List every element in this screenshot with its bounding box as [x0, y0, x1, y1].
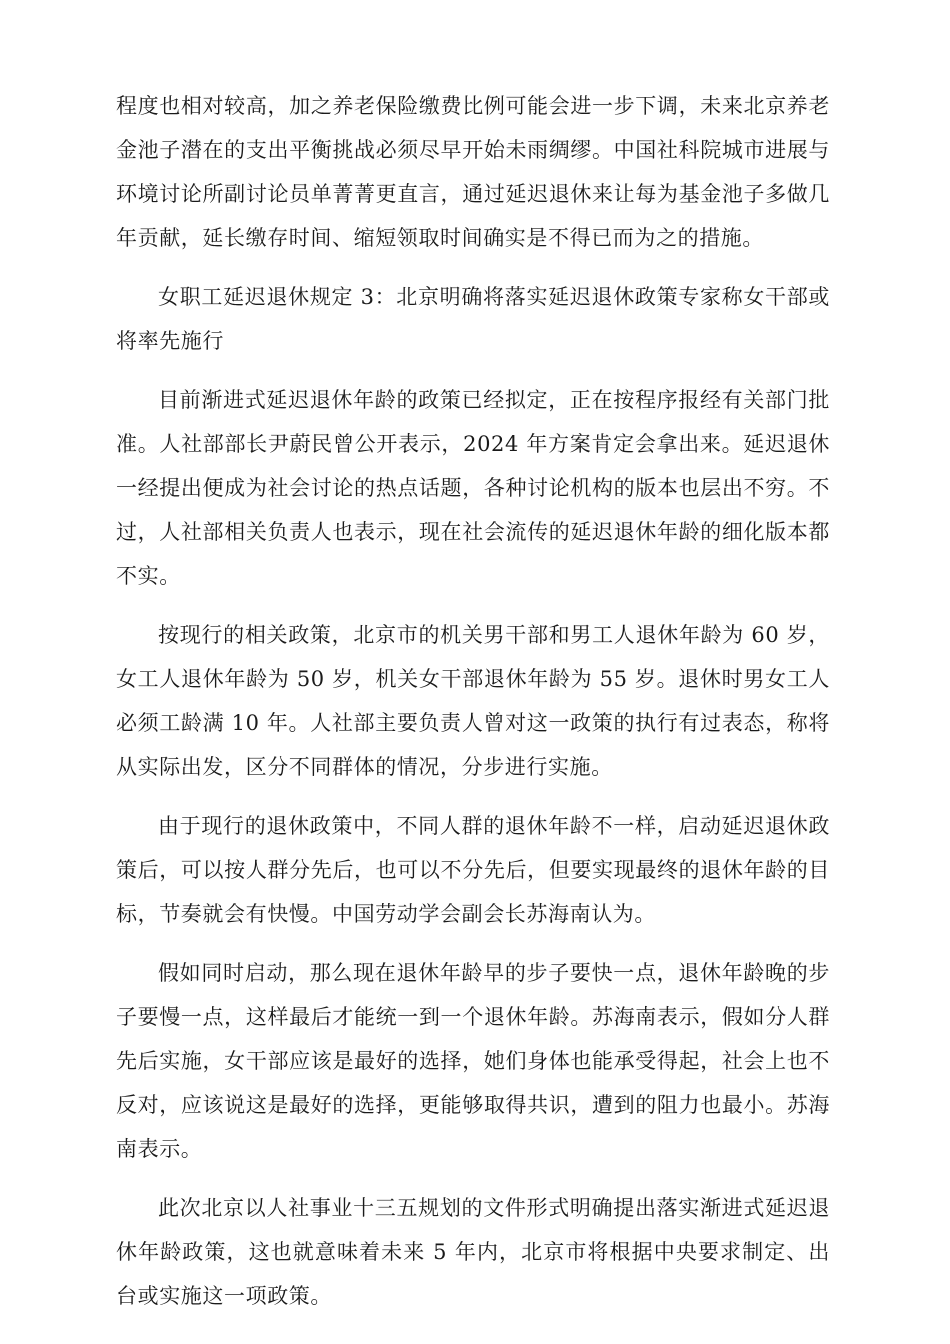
document-body — [116, 84, 830, 1333]
section-heading-female-retirement: 女职工延迟退休规定 3：北京明确将落实延迟退休政策专家称女干部或将率先施行 — [116, 285, 830, 353]
paragraph-current-retirement-ages: 按现行的相关政策，北京市的机关男干部和男工人退休年龄为 60 岁，女工人退休年龄为 50 岁，机关女干部退休年龄为 55 岁。退休时男女工人必须工龄满 10 年。人社部主要负责人曾对这一政策的执行有过表态，称将从实际出发，区分不同群体的情况，分步进行实施。 — [116, 623, 830, 779]
paragraph-simultaneous-start: 假如同时启动，那么现在退休年龄早的步子要快一点，退休年龄晚的步子要慢一点，这样最后才能统一到一个退休年龄。苏海南表示，假如分人群先后实施，女干部应该是最好的选择，她们身体也能承受得起，社会上也不反对，应该说这是最好的选择，更能够取得共识，遭到的阻力也最小。苏海南表示。 — [116, 961, 830, 1161]
paragraph-pension-pool: 程度也相对较高，加之养老保险缴费比例可能会进一步下调，未来北京养老金池子潜在的支出平衡挑战必须尽早开始未雨绸缪。中国社科院城市进展与环境讨论所副讨论员单菁菁更直言，通过延迟退休来让每为基金池子多做几年贡献，延长缴存时间、缩短领取时间确实是不得已而为之的措施。 — [116, 94, 830, 250]
paragraph-policy-drafted: 目前渐进式延迟退休年龄的政策已经拟定，正在按程序报经有关部门批准。人社部部长尹蔚民曾公开表示，2024 年方案肯定会拿出来。延迟退休一经提出便成为社会讨论的热点话题，各种讨论机构的版本也层出不穷。不过，人社部相关负责人也表示，现在社会流传的延迟退休年龄的细化版本都不实。 — [116, 388, 830, 588]
paragraph-different-groups: 由于现行的退休政策中，不同人群的退休年龄不一样，启动延迟退休政策后，可以按人群分先后，也可以不分先后，但要实现最终的退休年龄的目标，节奏就会有快慢。中国劳动学会副会长苏海南认为。 — [116, 814, 830, 926]
paragraph-beijing-five-year-plan: 此次北京以人社事业十三五规划的文件形式明确提出落实渐进式延迟退休年龄政策，这也就意味着未来 5 年内，北京市将根据中央要求制定、出台或实施这一项政策。 — [116, 1196, 830, 1308]
